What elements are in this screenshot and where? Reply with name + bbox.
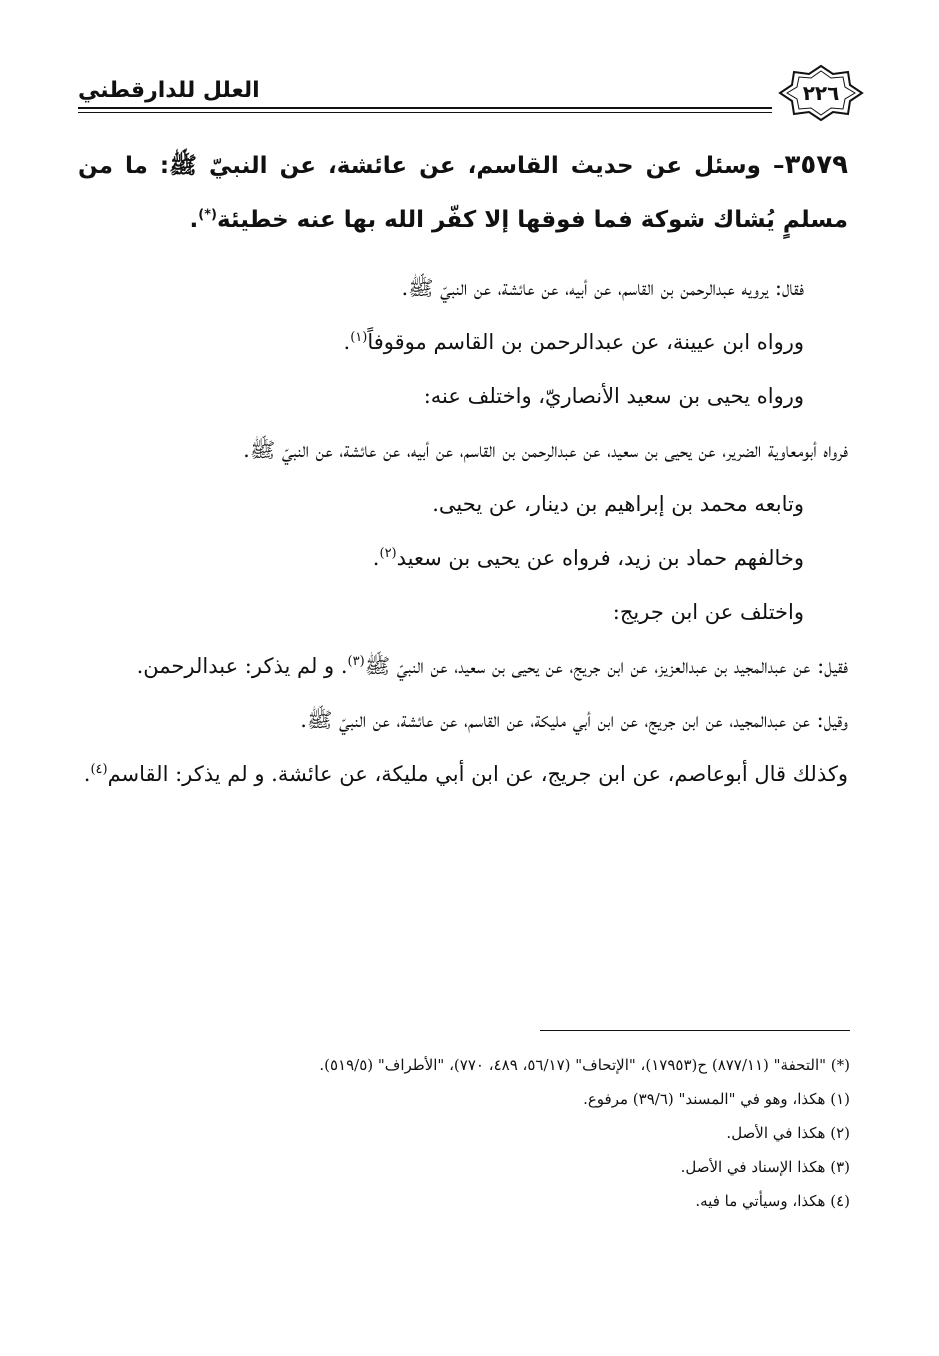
entry-heading [78,138,848,247]
paragraph-text: وكذلك قال أبوعاصم، عن ابن جريج، عن ابن أبي مليكة، عن عائشة. و لم يذكر: القاسم [107,762,848,786]
footnote: (*) "التحفة" (٨٧٧/١١) ح(١٧٩٥٣)، "الإتحاف" (٥٦/١٧، ٤٨٩، ٧٧٠)، "الأطراف" (٥١٩/٥). [319,1056,850,1074]
entry-heading-end: . [189,207,199,233]
paragraph [78,261,848,315]
footnote: (١) هكذا، وهو في "المسند" (٣٩/٦) مرفوع. [583,1090,850,1108]
footnote-marker: (٤) [90,762,108,777]
paragraph-text: وتابعه محمد بن إبراهيم بن دينار، عن يحيى. [432,492,804,516]
page-header [78,64,864,122]
paragraph [78,315,848,369]
footnote-marker: (١) [350,330,368,345]
entry-number: ٣٥٧٩ [784,150,848,180]
footnote: (٢) هكذا في الأصل. [726,1124,850,1142]
paragraph-text: ورواه ابن عيينة، عن عبدالرحمن بن القاسم موقوفاً [367,330,804,354]
page-number-badge [778,64,864,122]
footnote-marker: (٣) [347,654,365,669]
paragraph-tail: . [343,330,351,354]
footnotes [150,1048,850,1218]
main-text [78,138,848,801]
paragraph-text: فرواه أبومعاوية الضرير، عن يحيى بن سعيد، عن عبدالرحمن بن القاسم، عن أبيه، عن عائشة، عن النبيّ ﷺ. [243,438,848,462]
header-rule [78,107,772,109]
running-title: العلل للدارقطني [78,78,260,103]
paragraph [78,585,848,639]
footnote-marker: (*) [198,207,217,223]
paragraph-tail: . [83,762,91,786]
footnote: (٤) هكذا، وسيأتي ما فيه. [695,1192,850,1210]
footnote-separator [540,1030,850,1031]
paragraph-text: واختلف عن ابن جريج: [612,600,804,624]
paragraph-text: فقيل: عن عبدالمجيد بن عبدالعزيز، عن ابن جريج، عن يحيى بن سعيد، عن النبيّ ﷺ [364,654,848,678]
paragraph [78,531,848,585]
footnote-marker: (٢) [379,546,397,561]
page-number: ٢٢٦ [802,81,840,105]
paragraph-tail: . [372,546,380,570]
paragraph-text: ورواه يحيى بن سعيد الأنصاريّ، واختلف عنه: [423,384,804,408]
entry-question: – وسئل عن حديث القاسم، عن عائشة، عن النبيّ ﷺ: ما من مسلمٍ يُشاك شوكة فما فوقها إلا كفّر الله بها عنه خطيئة [78,153,848,233]
paragraph-text: وخالفهم حماد بن زيد، فرواه عن يحيى بن سعيد [396,546,804,570]
paragraph [78,639,848,693]
paragraph [78,693,848,747]
paragraph-list [78,261,848,801]
paragraph [78,423,848,477]
footnote: (٣) هكذا الإسناد في الأصل. [680,1158,850,1176]
header-rule-thin [78,112,772,113]
paragraph [78,477,848,531]
paragraph-text: وقيل: عن عبدالمجيد، عن ابن جريج، عن ابن أبي مليكة، عن القاسم، عن عائشة، عن النبيّ ﷺ. [300,708,848,732]
paragraph-tail: . و لم يذكر: عبدالرحمن. [136,654,348,678]
paragraph-text: فقال: يرويه عبدالرحمن بن القاسم، عن أبيه، عن عائشة، عن النبيّ ﷺ. [401,276,804,300]
paragraph [78,747,848,801]
paragraph [78,369,848,423]
